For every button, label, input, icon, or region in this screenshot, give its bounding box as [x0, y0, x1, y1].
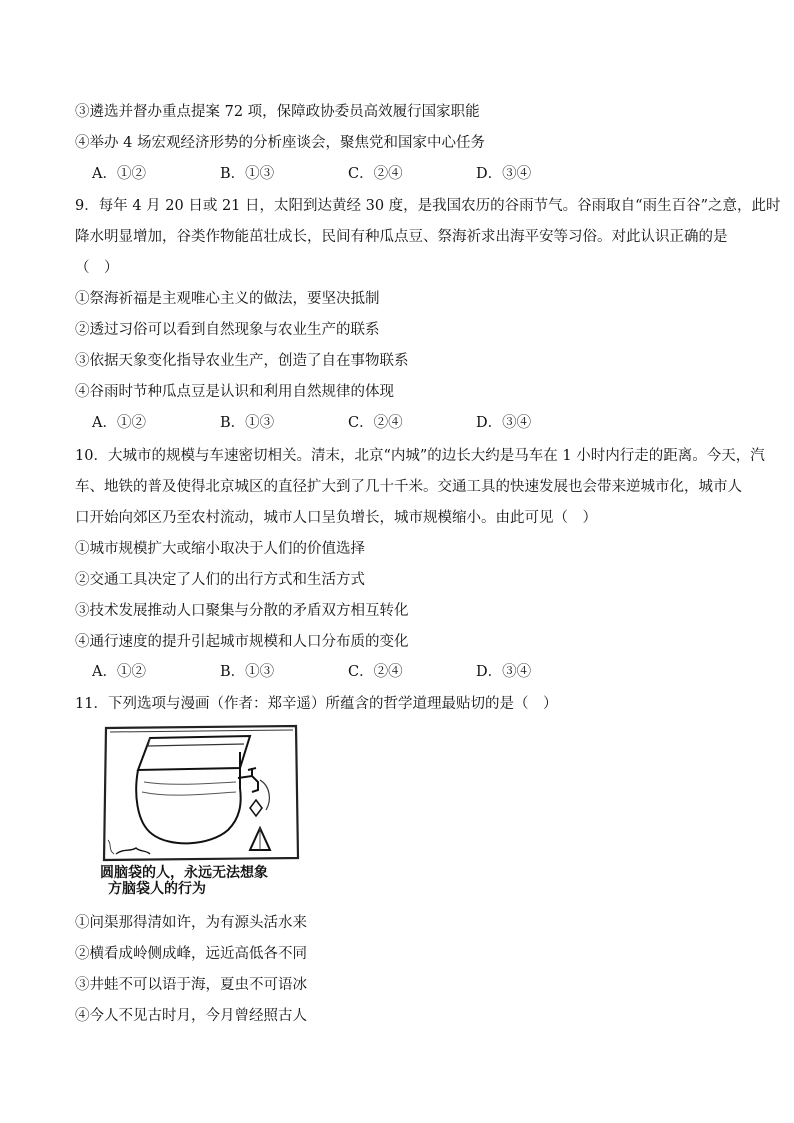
q9-item-3: ③依据天象变化指导农业生产，创造了自在事物联系: [75, 353, 409, 369]
q10-option-d[interactable]: D．③④: [476, 664, 532, 680]
q9-option-b[interactable]: B．①③: [220, 415, 275, 431]
q8-item-4: ④举办 4 场宏观经济形势的分析座谈会，聚焦党和国家中心任务: [75, 135, 485, 151]
q9-item-2: ②透过习俗可以看到自然现象与农业生产的联系: [75, 322, 380, 338]
q10-option-c[interactable]: C．②④: [348, 664, 403, 680]
q8-options: [92, 164, 531, 184]
q10-item-2: ②交通工具决定了人们的出行方式和生活方式: [75, 572, 365, 588]
q10-option-b[interactable]: B．①③: [220, 664, 275, 680]
q9-item-1: ①祭海祈福是主观唯心主义的做法，要坚决抵制: [75, 291, 380, 307]
q9-options: [92, 413, 531, 433]
cartoon-caption-line-1: 圆脑袋的人，永远无法想象: [100, 865, 268, 881]
q8-option-c[interactable]: C．②④: [348, 166, 403, 182]
q10-stem-line-2: 车、地铁的普及使得北京城区的直径扩大到了几十千米。交通工具的快速发展也会带来逆城市化，城市人: [75, 479, 742, 495]
cartoon-drawing: [100, 722, 300, 862]
q11-item-4: ④今人不见古时月，今月曾经照古人: [75, 1008, 307, 1024]
q9-option-a[interactable]: A．①②: [92, 415, 146, 431]
q8-item-3: ③遴选并督办重点提案 72 项，保障政协委员高效履行国家职能: [75, 104, 480, 120]
q10-item-3: ③技术发展推动人口聚集与分散的矛盾双方相互转化: [75, 603, 409, 619]
q9-option-c[interactable]: C．②④: [348, 415, 403, 431]
cartoon-caption-line-2: 方脑袋人的行为: [108, 881, 206, 897]
q8-option-d[interactable]: D．③④: [476, 166, 532, 182]
q10-item-4: ④通行速度的提升引起城市规模和人口分布质的变化: [75, 634, 409, 650]
cartoon-figure: [100, 722, 310, 897]
q10-item-1: ①城市规模扩大或缩小取决于人们的价值选择: [75, 541, 365, 557]
q9-option-d[interactable]: D．③④: [476, 415, 532, 431]
q8-option-a[interactable]: A．①②: [92, 166, 146, 182]
q11-item-1: ①问渠那得清如许，为有源头活水来: [75, 915, 307, 931]
q11-stem: 11．下列选项与漫画（作者：郑辛遥）所蕴含的哲学道理最贴切的是（ ）: [75, 696, 558, 712]
q10-options: [92, 662, 531, 682]
q9-stem-line-1: 9．每年 4 月 20 日或 21 日，太阳到达黄经 30 度，是我国农历的谷雨节气。谷雨取自“雨生百谷”之意，此时: [75, 198, 781, 214]
q8-option-b[interactable]: B．①③: [220, 166, 275, 182]
q11-item-2: ②横看成岭侧成峰，远近高低各不同: [75, 946, 307, 962]
q9-item-4: ④谷雨时节种瓜点豆是认识和利用自然规律的体现: [75, 384, 394, 400]
q10-stem-line-3: 口开始向郊区乃至农村流动，城市人口呈负增长，城市规模缩小。由此可见（ ）: [75, 510, 597, 526]
q11-item-3: ③井蛙不可以语于海，夏虫不可语冰: [75, 977, 307, 993]
q10-option-a[interactable]: A．①②: [92, 664, 146, 680]
q9-stem-line-2: 降水明显增加，谷类作物能茁壮成长，民间有种瓜点豆、祭海祈求出海平安等习俗。对此认识正确的是: [75, 229, 728, 245]
q9-stem-line-3: （ ）: [75, 260, 119, 276]
q10-stem-line-1: 10．大城市的规模与车速密切相关。清末，北京“内城”的边长大约是马车在 1 小时内行走的距离。今天，汽: [75, 448, 765, 464]
